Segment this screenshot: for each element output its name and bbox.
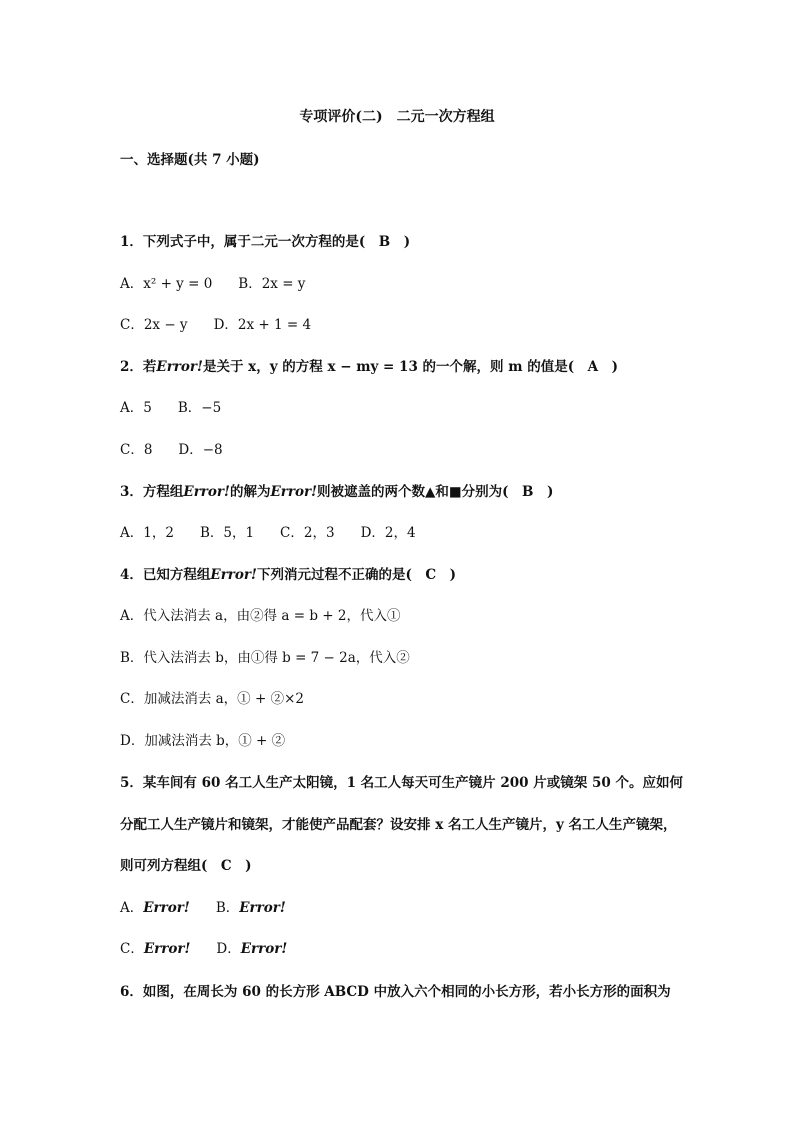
question-1-option-d: D．2x + 1 = 4 [213, 317, 312, 333]
question-5-options-ab [120, 899, 286, 917]
question-4-stem [120, 566, 456, 584]
question-4-option-d: D．加减法消去 b，① + ② [120, 733, 286, 749]
question-1-stem: 1．下列式子中，属于二元一次方程的是( B ) [120, 234, 411, 250]
question-5-option-d: Error! [240, 941, 288, 957]
question-6-stem-line-1: 6．如图，在周长为 60 的长方形 ABCD 中放入六个相同的小长方形，若小长方形的面积为 [120, 984, 671, 1000]
question-2-option-c: C．8 [120, 442, 153, 458]
question-1-option-a: A．x² + y = 0 [120, 276, 213, 292]
question-5-option-d-label: D． [216, 941, 241, 957]
question-3-stem-end: 则被遮盖的两个数▲和■分别为( B ) [317, 484, 554, 500]
question-4-stem-end: 下列消元过程不正确的是( C ) [256, 567, 456, 583]
question-4-stem-start: 4．已知方程组 [120, 567, 211, 583]
question-3-stem-mid: 的解为 [229, 484, 271, 500]
question-3-option-a: A．1，2 [120, 525, 174, 541]
question-3-option-b: B．5，1 [199, 525, 255, 541]
question-1-option-c: C．2x − y [120, 317, 188, 333]
error-placeholder: Error! [183, 484, 230, 500]
question-3-stem-start: 3．方程组 [120, 484, 184, 500]
error-placeholder: Error! [210, 567, 257, 583]
question-1-option-b: B．2x = y [238, 276, 306, 292]
question-5-options-cd [120, 940, 287, 958]
question-4-option-c: C．加减法消去 a，① + ②×2 [120, 691, 304, 707]
question-2-stem-start: 2．若 [120, 359, 157, 375]
question-5-option-a: Error! [143, 900, 190, 916]
question-3-option-c: C．2，3 [280, 525, 335, 541]
question-1-options-cd [120, 316, 311, 334]
question-5-option-c: Error! [143, 941, 191, 957]
question-2-option-d: D．−8 [178, 442, 223, 458]
question-5-stem-line-2: 分配工人生产镜片和镜架，才能使产品配套？设安排 x 名工人生产镜片，y 名工人生产镜架， [120, 817, 677, 833]
question-3-option-d: D．2，4 [360, 525, 416, 541]
question-2-stem [120, 358, 618, 376]
question-3-stem [120, 483, 553, 501]
question-2-options-ab [120, 399, 221, 417]
question-2-option-b: B．−5 [177, 400, 222, 416]
section-heading: 一、选择题(共 7 小题) [120, 152, 260, 168]
question-3-options [120, 524, 416, 542]
error-placeholder: Error! [270, 484, 318, 500]
question-1-options-ab [120, 275, 305, 293]
question-5-stem-line-3: 则可列方程组( C ) [120, 858, 252, 874]
error-placeholder: Error! [156, 359, 203, 375]
question-5-option-a-label: A． [120, 900, 144, 916]
question-2-options-cd [120, 441, 223, 459]
question-5-option-b-label: B． [215, 900, 240, 916]
question-5-stem-line-1: 5．某车间有 60 名工人生产太阳镜，1 名工人每天可生产镜片 200 片或镜架 50 个。应如何 [120, 775, 683, 791]
question-5-option-b: Error! [239, 900, 286, 916]
page-title: 专项评价(二) 二元一次方程组 [299, 109, 495, 125]
question-4-option-a: A．代入法消去 a，由②得 a = b + 2，代入① [120, 608, 401, 624]
question-2-option-a: A．5 [120, 400, 152, 416]
question-5-option-c-label: C． [120, 941, 144, 957]
question-4-option-b: B．代入法消去 b，由①得 b = 7 − 2a，代入② [120, 650, 410, 666]
question-2-stem-end: 是关于 x，y 的方程 x − my = 13 的一个解，则 m 的值是( A ) [202, 359, 618, 375]
